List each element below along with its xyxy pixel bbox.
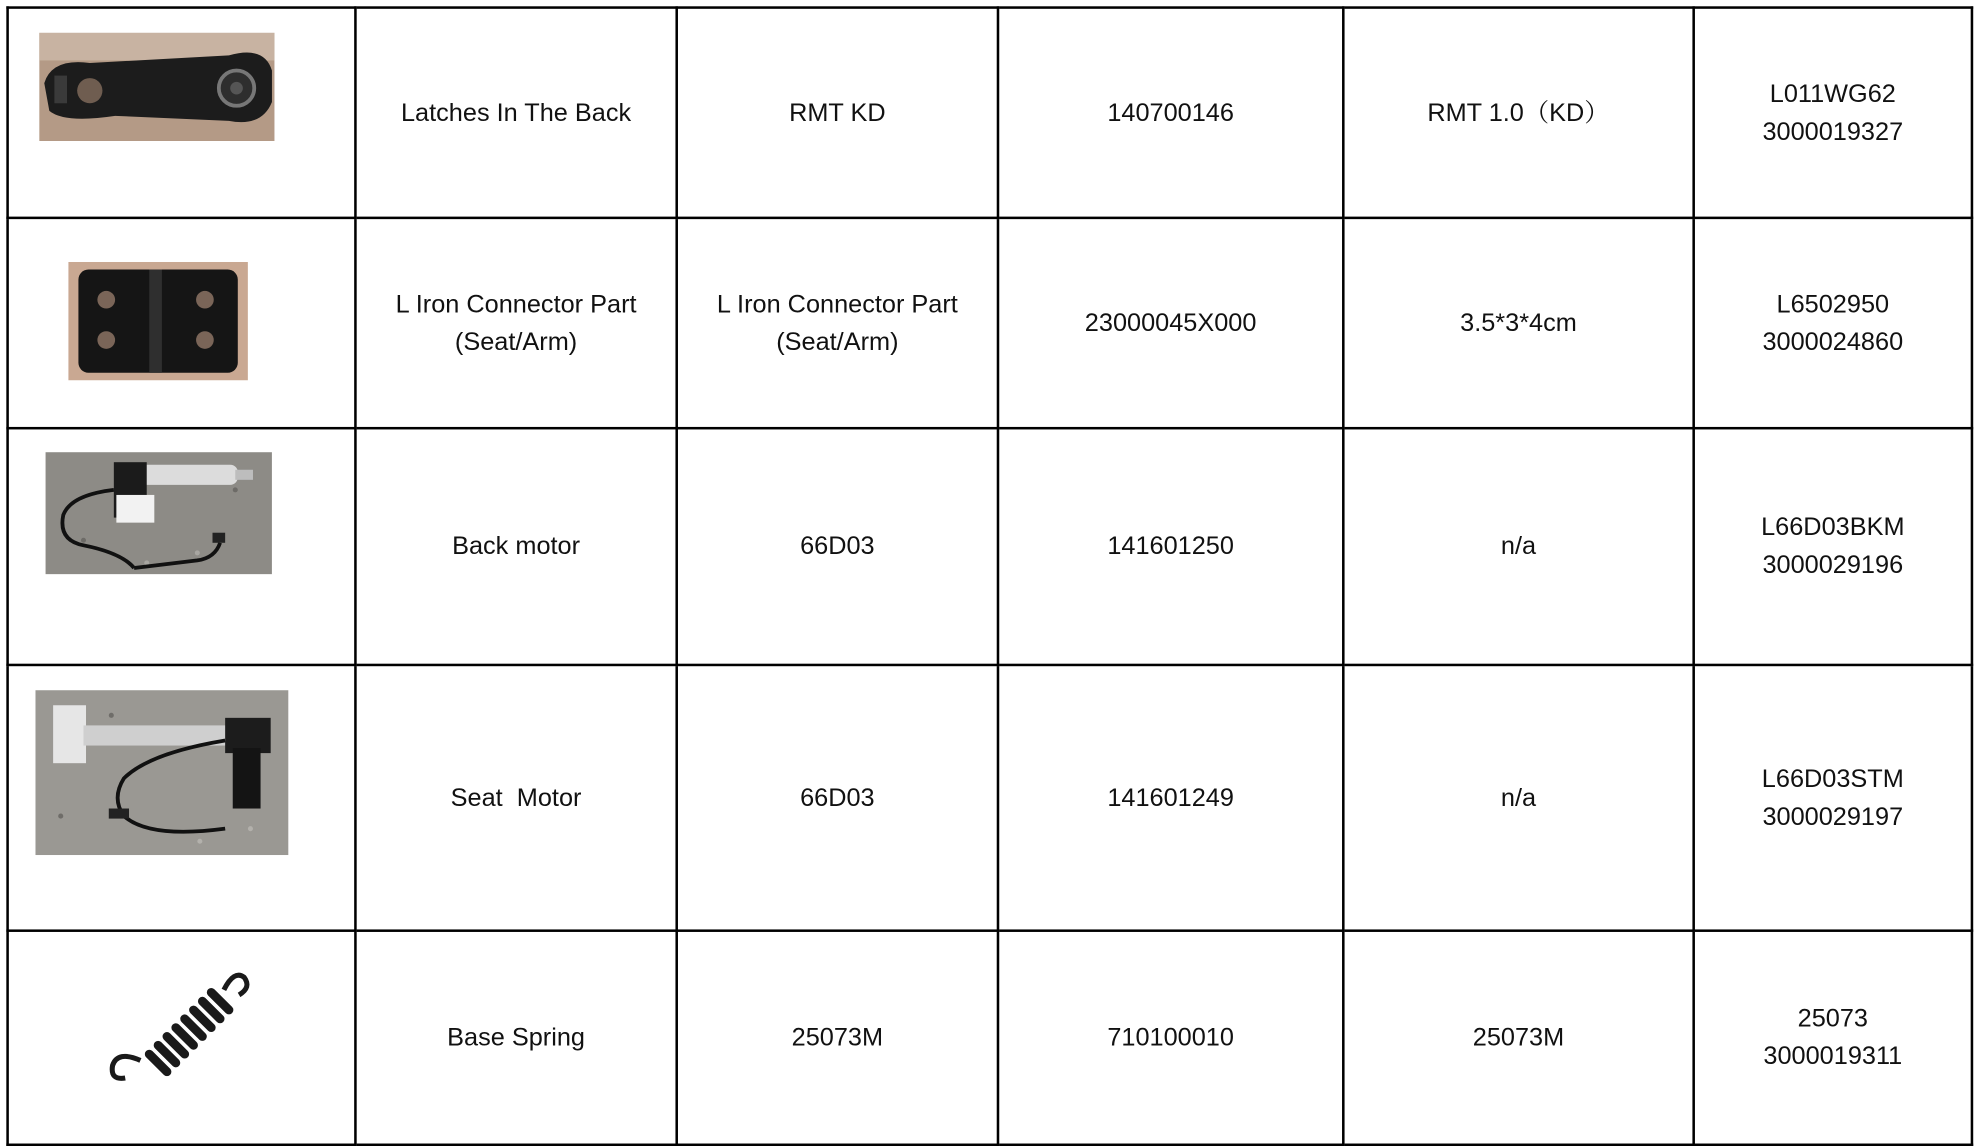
spec-cell: n/a: [1343, 665, 1693, 931]
code-cell: L66D03BKM 3000029196: [1694, 428, 1972, 665]
image-cell: [8, 665, 356, 931]
item-number-cell: 141601250: [998, 428, 1343, 665]
back-motor-photo: [46, 452, 272, 574]
spec-cell: 3.5*3*4cm: [1343, 218, 1693, 428]
image-cell: [8, 931, 356, 1145]
table-row: [8, 8, 1972, 218]
code-cell: 25073 3000019311: [1694, 931, 1972, 1145]
item-number-cell: 141601249: [998, 665, 1343, 931]
l-iron-connector-photo: [68, 262, 248, 380]
parts-table: [6, 6, 1973, 1146]
model-cell: RMT KD: [677, 8, 998, 218]
latch-bracket-photo: [39, 33, 274, 141]
name-cell: Back motor: [355, 428, 676, 665]
code-cell: L66D03STM 3000029197: [1694, 665, 1972, 931]
base-spring-photo: [102, 962, 254, 1083]
table-row: [8, 218, 1972, 428]
name-cell: L Iron Connector Part (Seat/Arm): [355, 218, 676, 428]
name-cell: Latches In The Back: [355, 8, 676, 218]
model-cell: 66D03: [677, 428, 998, 665]
item-number-cell: 23000045X000: [998, 218, 1343, 428]
item-number-cell: 710100010: [998, 931, 1343, 1145]
item-number-cell: 140700146: [998, 8, 1343, 218]
image-cell: [8, 428, 356, 665]
seat-motor-photo: [35, 690, 288, 855]
spec-cell: n/a: [1343, 428, 1693, 665]
table-row: [8, 931, 1972, 1145]
model-cell: 66D03: [677, 665, 998, 931]
model-cell: L Iron Connector Part (Seat/Arm): [677, 218, 998, 428]
code-cell: L011WG62 3000019327: [1694, 8, 1972, 218]
table-row: [8, 665, 1972, 931]
image-cell: [8, 218, 356, 428]
table-row: [8, 428, 1972, 665]
image-cell: [8, 8, 356, 218]
spec-cell: 25073M: [1343, 931, 1693, 1145]
name-cell: Seat Motor: [355, 665, 676, 931]
code-cell: L6502950 3000024860: [1694, 218, 1972, 428]
spec-cell: RMT 1.0（KD）: [1343, 8, 1693, 218]
model-cell: 25073M: [677, 931, 998, 1145]
name-cell: Base Spring: [355, 931, 676, 1145]
